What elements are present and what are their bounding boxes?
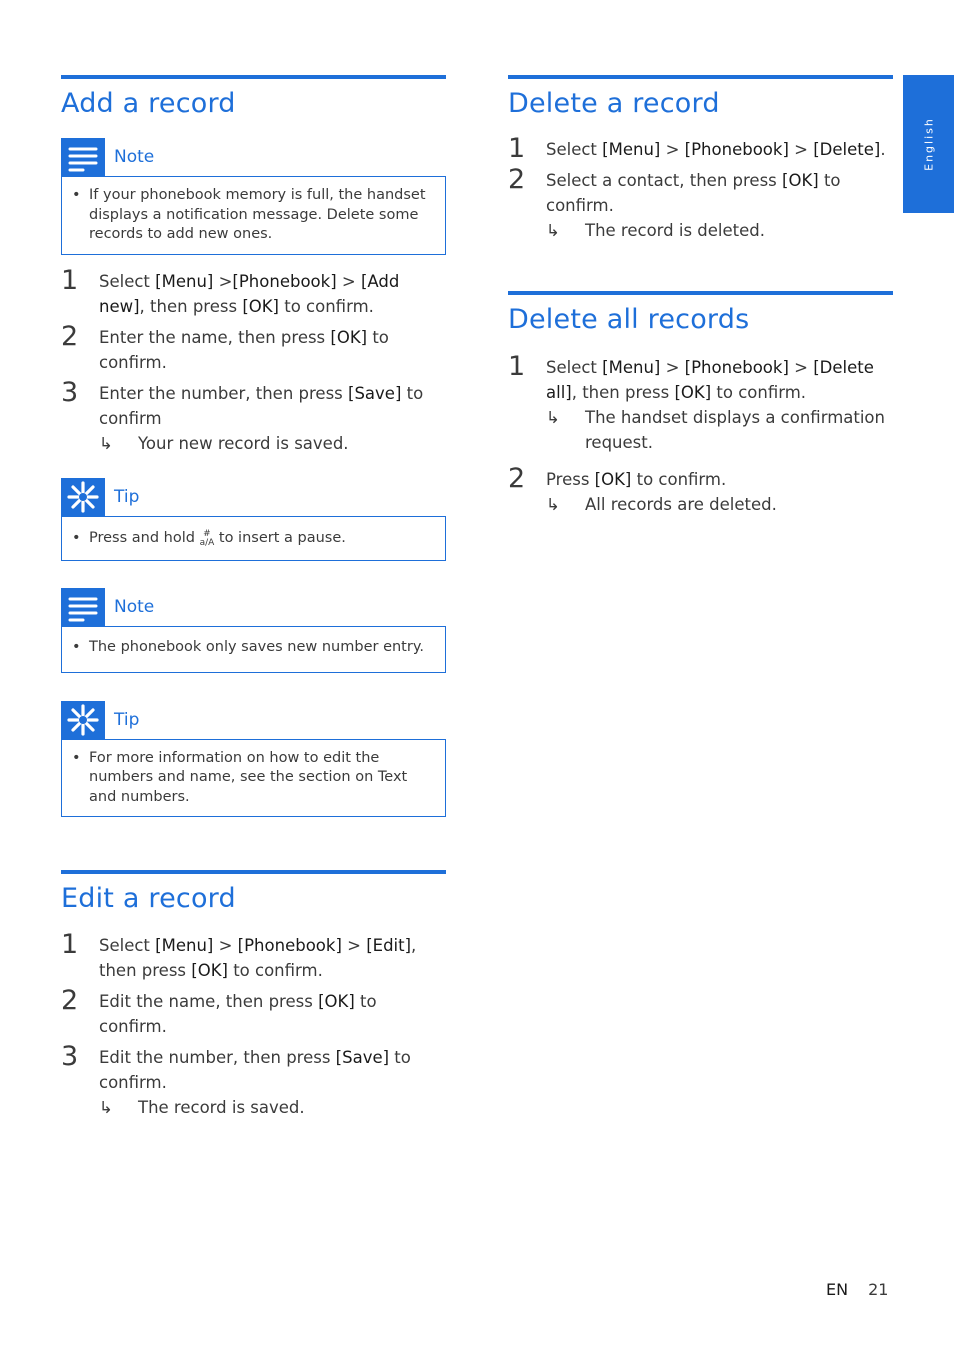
hash-key-top: # xyxy=(203,528,211,539)
step-item xyxy=(508,164,893,243)
tip-text: Press and hold xyxy=(89,529,200,546)
step-number: 2 xyxy=(61,985,79,1016)
step-number: 1 xyxy=(508,351,526,382)
tip-box xyxy=(61,478,446,562)
note-lines-icon xyxy=(61,588,105,626)
tip-body xyxy=(61,516,446,562)
step-result xyxy=(99,431,446,456)
step-number: 2 xyxy=(508,164,526,195)
step-number: 1 xyxy=(508,133,526,164)
add-record-steps xyxy=(61,264,446,456)
result-text: All records are deleted. xyxy=(585,495,777,514)
sparkle-icon xyxy=(61,478,105,516)
add-new-key: [Add new] xyxy=(99,271,400,316)
bullet: • xyxy=(72,639,81,655)
note-body xyxy=(61,176,446,255)
note-text: The phonebook only saves new number entry. xyxy=(89,639,424,655)
ok-key: [OK] xyxy=(330,327,368,347)
step-text: to confirm. xyxy=(227,961,323,980)
step-number: 3 xyxy=(61,1041,79,1072)
result-arrow-icon: ↳ xyxy=(99,433,113,453)
result-arrow-icon: ↳ xyxy=(546,495,560,514)
ok-key: [OK] xyxy=(674,383,712,402)
tip-label: Tip xyxy=(114,486,140,507)
edit-key: [Edit] xyxy=(366,936,412,955)
step-text: > xyxy=(213,936,238,955)
ok-key: [OK] xyxy=(594,470,632,489)
step-text: to confirm. xyxy=(631,470,727,489)
add-record-heading: Add a record xyxy=(61,88,236,119)
sparkle-icon xyxy=(61,701,105,739)
step-number: 2 xyxy=(61,320,79,352)
step-text: > xyxy=(788,140,814,159)
step-text: Enter the name, then press xyxy=(99,327,331,347)
result-arrow-icon: ↳ xyxy=(546,408,560,427)
result-arrow-icon: ↳ xyxy=(99,1098,113,1117)
bullet: • xyxy=(72,187,81,203)
step-text: to confirm xyxy=(99,383,424,428)
step-text: Select xyxy=(99,936,156,955)
result-text: The record is deleted. xyxy=(585,221,766,240)
step-text: , then press xyxy=(99,936,417,980)
result-text: The handset displays a confirmation request. xyxy=(585,408,885,452)
step-text: > xyxy=(788,358,814,377)
edit-record-steps xyxy=(61,929,446,1120)
right-column xyxy=(508,75,893,517)
result-arrow-icon: ↳ xyxy=(546,221,560,240)
note-label: Note xyxy=(114,597,155,617)
step-text: > xyxy=(213,271,233,291)
left-column xyxy=(61,75,446,1120)
page-footer xyxy=(826,1280,888,1299)
delete-all-key: [Delete all] xyxy=(546,358,874,402)
step-number: 3 xyxy=(61,376,79,408)
step-item xyxy=(61,320,446,375)
step-number: 1 xyxy=(61,929,79,960)
step-text: . xyxy=(880,140,886,159)
phonebook-key: [Phonebook] xyxy=(237,936,342,955)
menu-key: [Menu] xyxy=(155,271,214,291)
ok-key: [OK] xyxy=(191,961,228,980)
step-text: to confirm. xyxy=(99,992,377,1036)
step-text: > xyxy=(336,271,361,291)
note-box xyxy=(61,588,446,673)
step-number: 1 xyxy=(61,264,79,296)
delete-record-steps xyxy=(508,133,893,243)
delete-record-heading: Delete a record xyxy=(508,88,720,119)
step-text: Select a contact, then press xyxy=(546,171,783,190)
step-text: to confirm. xyxy=(546,171,841,215)
step-text: Select xyxy=(99,271,156,291)
step-result xyxy=(546,405,893,455)
side-tab-label: English xyxy=(922,117,935,171)
step-text: > xyxy=(341,936,367,955)
ok-key: [OK] xyxy=(242,296,279,316)
step-text: , then press xyxy=(571,383,675,402)
note-body xyxy=(61,626,446,673)
step-text: to confirm. xyxy=(99,1048,411,1092)
step-result xyxy=(546,218,893,243)
step-result xyxy=(546,492,893,517)
phonebook-key: [Phonebook] xyxy=(684,140,789,159)
step-item xyxy=(61,376,446,456)
step-text: to confirm. xyxy=(99,327,389,372)
step-text: Edit the number, then press xyxy=(99,1048,336,1067)
tip-box xyxy=(61,701,446,818)
step-item xyxy=(508,351,893,455)
step-text: Select xyxy=(546,140,603,159)
tip-body xyxy=(61,739,446,818)
tip-text: For more information on how to edit the numbers and name, see the section on Text and numbers. xyxy=(89,749,408,805)
note-box xyxy=(61,138,446,255)
section-rule xyxy=(61,870,446,874)
section-rule xyxy=(61,75,446,79)
page-number: 21 xyxy=(868,1280,889,1299)
result-text: Your new record is saved. xyxy=(138,433,349,453)
save-key: [Save] xyxy=(335,1048,390,1067)
delete-key: [Delete] xyxy=(813,140,881,159)
hash-key-icon xyxy=(200,530,215,548)
step-item xyxy=(508,463,893,517)
step-item xyxy=(508,133,893,164)
save-key: [Save] xyxy=(348,383,402,403)
section-rule xyxy=(508,291,893,295)
tip-label: Tip xyxy=(114,709,140,730)
step-text: Edit the name, then press xyxy=(99,992,319,1011)
step-text: > xyxy=(660,140,685,159)
menu-key: [Menu] xyxy=(155,936,214,955)
ok-key: [OK] xyxy=(318,992,355,1011)
ok-key: [OK] xyxy=(782,171,819,190)
bullet: • xyxy=(72,749,81,766)
note-label: Note xyxy=(114,147,155,167)
note-lines-icon xyxy=(61,138,105,176)
bullet: • xyxy=(72,529,81,546)
hash-key-bottom: a/A xyxy=(199,537,215,548)
note-text: If your phonebook memory is full, the handset displays a notification message. Delete some records to add new ones. xyxy=(89,187,426,242)
phonebook-key: [Phonebook] xyxy=(684,358,789,377)
step-text: Select xyxy=(546,358,603,377)
step-item xyxy=(61,1041,446,1120)
delete-all-steps xyxy=(508,351,893,517)
section-rule xyxy=(508,75,893,79)
step-text: to confirm. xyxy=(711,383,807,402)
step-item xyxy=(61,985,446,1039)
step-text: > xyxy=(660,358,685,377)
step-text: Press xyxy=(546,470,595,489)
result-text: The record is saved. xyxy=(138,1098,305,1117)
delete-all-heading: Delete all records xyxy=(508,304,750,335)
phonebook-key: [Phonebook] xyxy=(232,271,337,291)
step-number: 2 xyxy=(508,463,526,494)
footer-language: EN xyxy=(826,1280,849,1299)
menu-key: [Menu] xyxy=(602,358,661,377)
step-result xyxy=(99,1095,446,1120)
tip-text: to insert a pause. xyxy=(214,529,346,546)
edit-record-heading: Edit a record xyxy=(61,883,236,914)
step-item xyxy=(61,264,446,319)
step-text: Enter the number, then press xyxy=(99,383,349,403)
menu-key: [Menu] xyxy=(602,140,661,159)
language-side-tab xyxy=(903,75,954,213)
step-text: , then press xyxy=(139,296,243,316)
step-text: to confirm. xyxy=(279,296,374,316)
step-item xyxy=(61,929,446,983)
